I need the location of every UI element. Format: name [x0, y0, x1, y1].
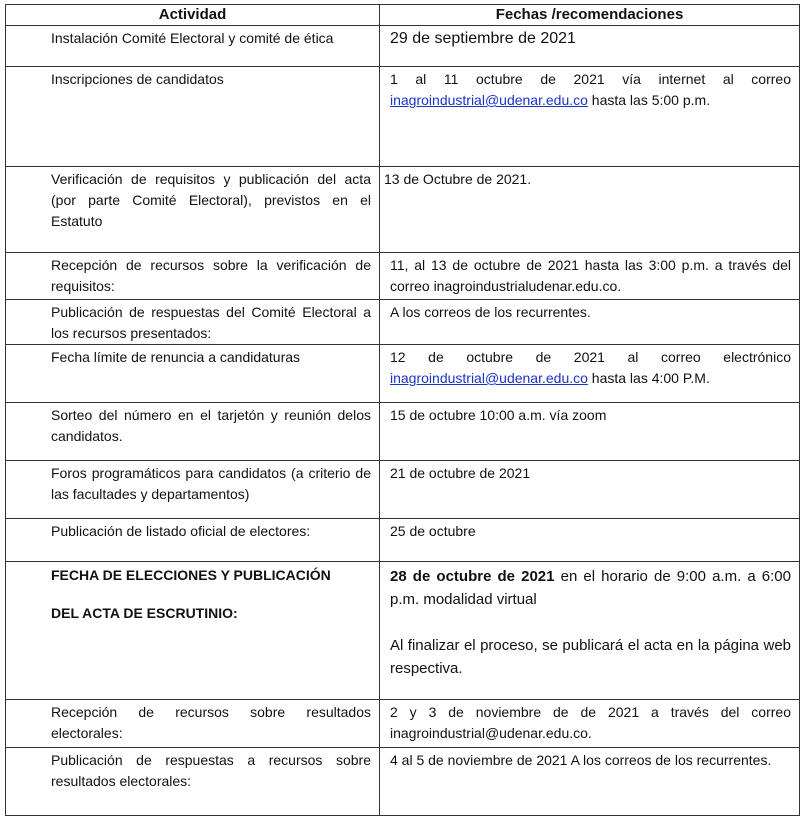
- header-actividad: Actividad: [6, 5, 380, 26]
- actividad-cell: Recepción de recursos sobre resultados electorales:: [6, 700, 380, 748]
- actividad-cell: Instalación Comité Electoral y comité de ética: [6, 26, 380, 67]
- fecha-cell: 4 al 5 de noviembre de 2021 A los correos de los recurrentes.: [380, 748, 800, 816]
- table-row: [6, 67, 800, 167]
- actividad-cell: Inscripciones de candidatos: [6, 67, 380, 167]
- actividad-line: FECHA DE ELECCIONES Y PUBLICACIÓN: [51, 567, 331, 583]
- table-header-row: [6, 5, 800, 26]
- table-row: [6, 461, 800, 519]
- email-link[interactable]: inagroindustrial@udenar.edu.co: [390, 370, 588, 386]
- header-fechas: Fechas /recomendaciones: [380, 5, 800, 26]
- table-row: [6, 26, 800, 67]
- actividad-line: DEL ACTA DE ESCRUTINIO:: [51, 605, 238, 621]
- fecha-cell: A los correos de los recurrentes.: [380, 300, 800, 345]
- fecha-cell: 29 de septiembre de 2021: [380, 26, 800, 67]
- actividad-cell: Recepción de recursos sobre la verificación de requisitos:: [6, 253, 380, 300]
- fecha-cell: 21 de octubre de 2021: [380, 461, 800, 519]
- fecha-text: 12 de octubre de 2021 al correo electrónico: [390, 349, 791, 365]
- fecha-text: en el horario de 9:00 a.m. a 6:00 p.m. modalidad virtual: [390, 568, 791, 608]
- fecha-suffix: hasta las 5:00 p.m.: [591, 92, 711, 108]
- fecha-suffix: hasta las 4:00 P.M.: [591, 370, 710, 386]
- actividad-cell: Publicación de respuestas del Comité Electoral a los recursos presentados:: [6, 300, 380, 345]
- fecha-bold: 28 de octubre de 2021: [390, 568, 555, 585]
- actividad-cell: Publicación de listado oficial de electores:: [6, 519, 380, 562]
- fecha-cell: [380, 67, 800, 167]
- fecha-main: [390, 565, 791, 611]
- table-row: [6, 403, 800, 461]
- fecha-cell: 15 de octubre 10:00 a.m. vía zoom: [380, 403, 800, 461]
- actividad-cell: [6, 562, 380, 700]
- table-row: [6, 253, 800, 300]
- table-row: [6, 748, 800, 816]
- actividad-cell: Sorteo del número en el tarjetón y reunión delos candidatos.: [6, 403, 380, 461]
- table-row: [6, 562, 800, 700]
- table-row: [6, 700, 800, 748]
- fecha-cell: [380, 562, 800, 700]
- schedule-table: [5, 4, 800, 816]
- actividad-cell: Fecha límite de renuncia a candidaturas: [6, 345, 380, 403]
- actividad-cell: Publicación de respuestas a recursos sobre resultados electorales:: [6, 748, 380, 816]
- fecha-cell: 13 de Octubre de 2021.: [380, 167, 800, 253]
- table-row: [6, 345, 800, 403]
- fecha-cell: 11, al 13 de octubre de 2021 hasta las 3:00 p.m. a través del correo inagroindustrialudenar.edu.co.: [380, 253, 800, 300]
- fecha-note: Al finalizar el proceso, se publicará el acta en la página web respectiva.: [390, 637, 791, 677]
- email-link[interactable]: inagroindustrial@udenar.edu.co: [390, 92, 588, 108]
- actividad-cell: Foros programáticos para candidatos (a criterio de las facultades y departamentos): [6, 461, 380, 519]
- actividad-cell: Verificación de requisitos y publicación del acta (por parte Comité Electoral), previstos en el Estatuto: [6, 167, 380, 253]
- fecha-cell: 2 y 3 de noviembre de de 2021 a través del correo inagroindustrial@udenar.edu.co.: [380, 700, 800, 748]
- table-row: [6, 519, 800, 562]
- table-row: [6, 167, 800, 253]
- fecha-cell: [380, 345, 800, 403]
- table-row: [6, 300, 800, 345]
- fecha-text: 1 al 11 octubre de 2021 vía internet al correo: [390, 71, 791, 87]
- fecha-cell: 25 de octubre: [380, 519, 800, 562]
